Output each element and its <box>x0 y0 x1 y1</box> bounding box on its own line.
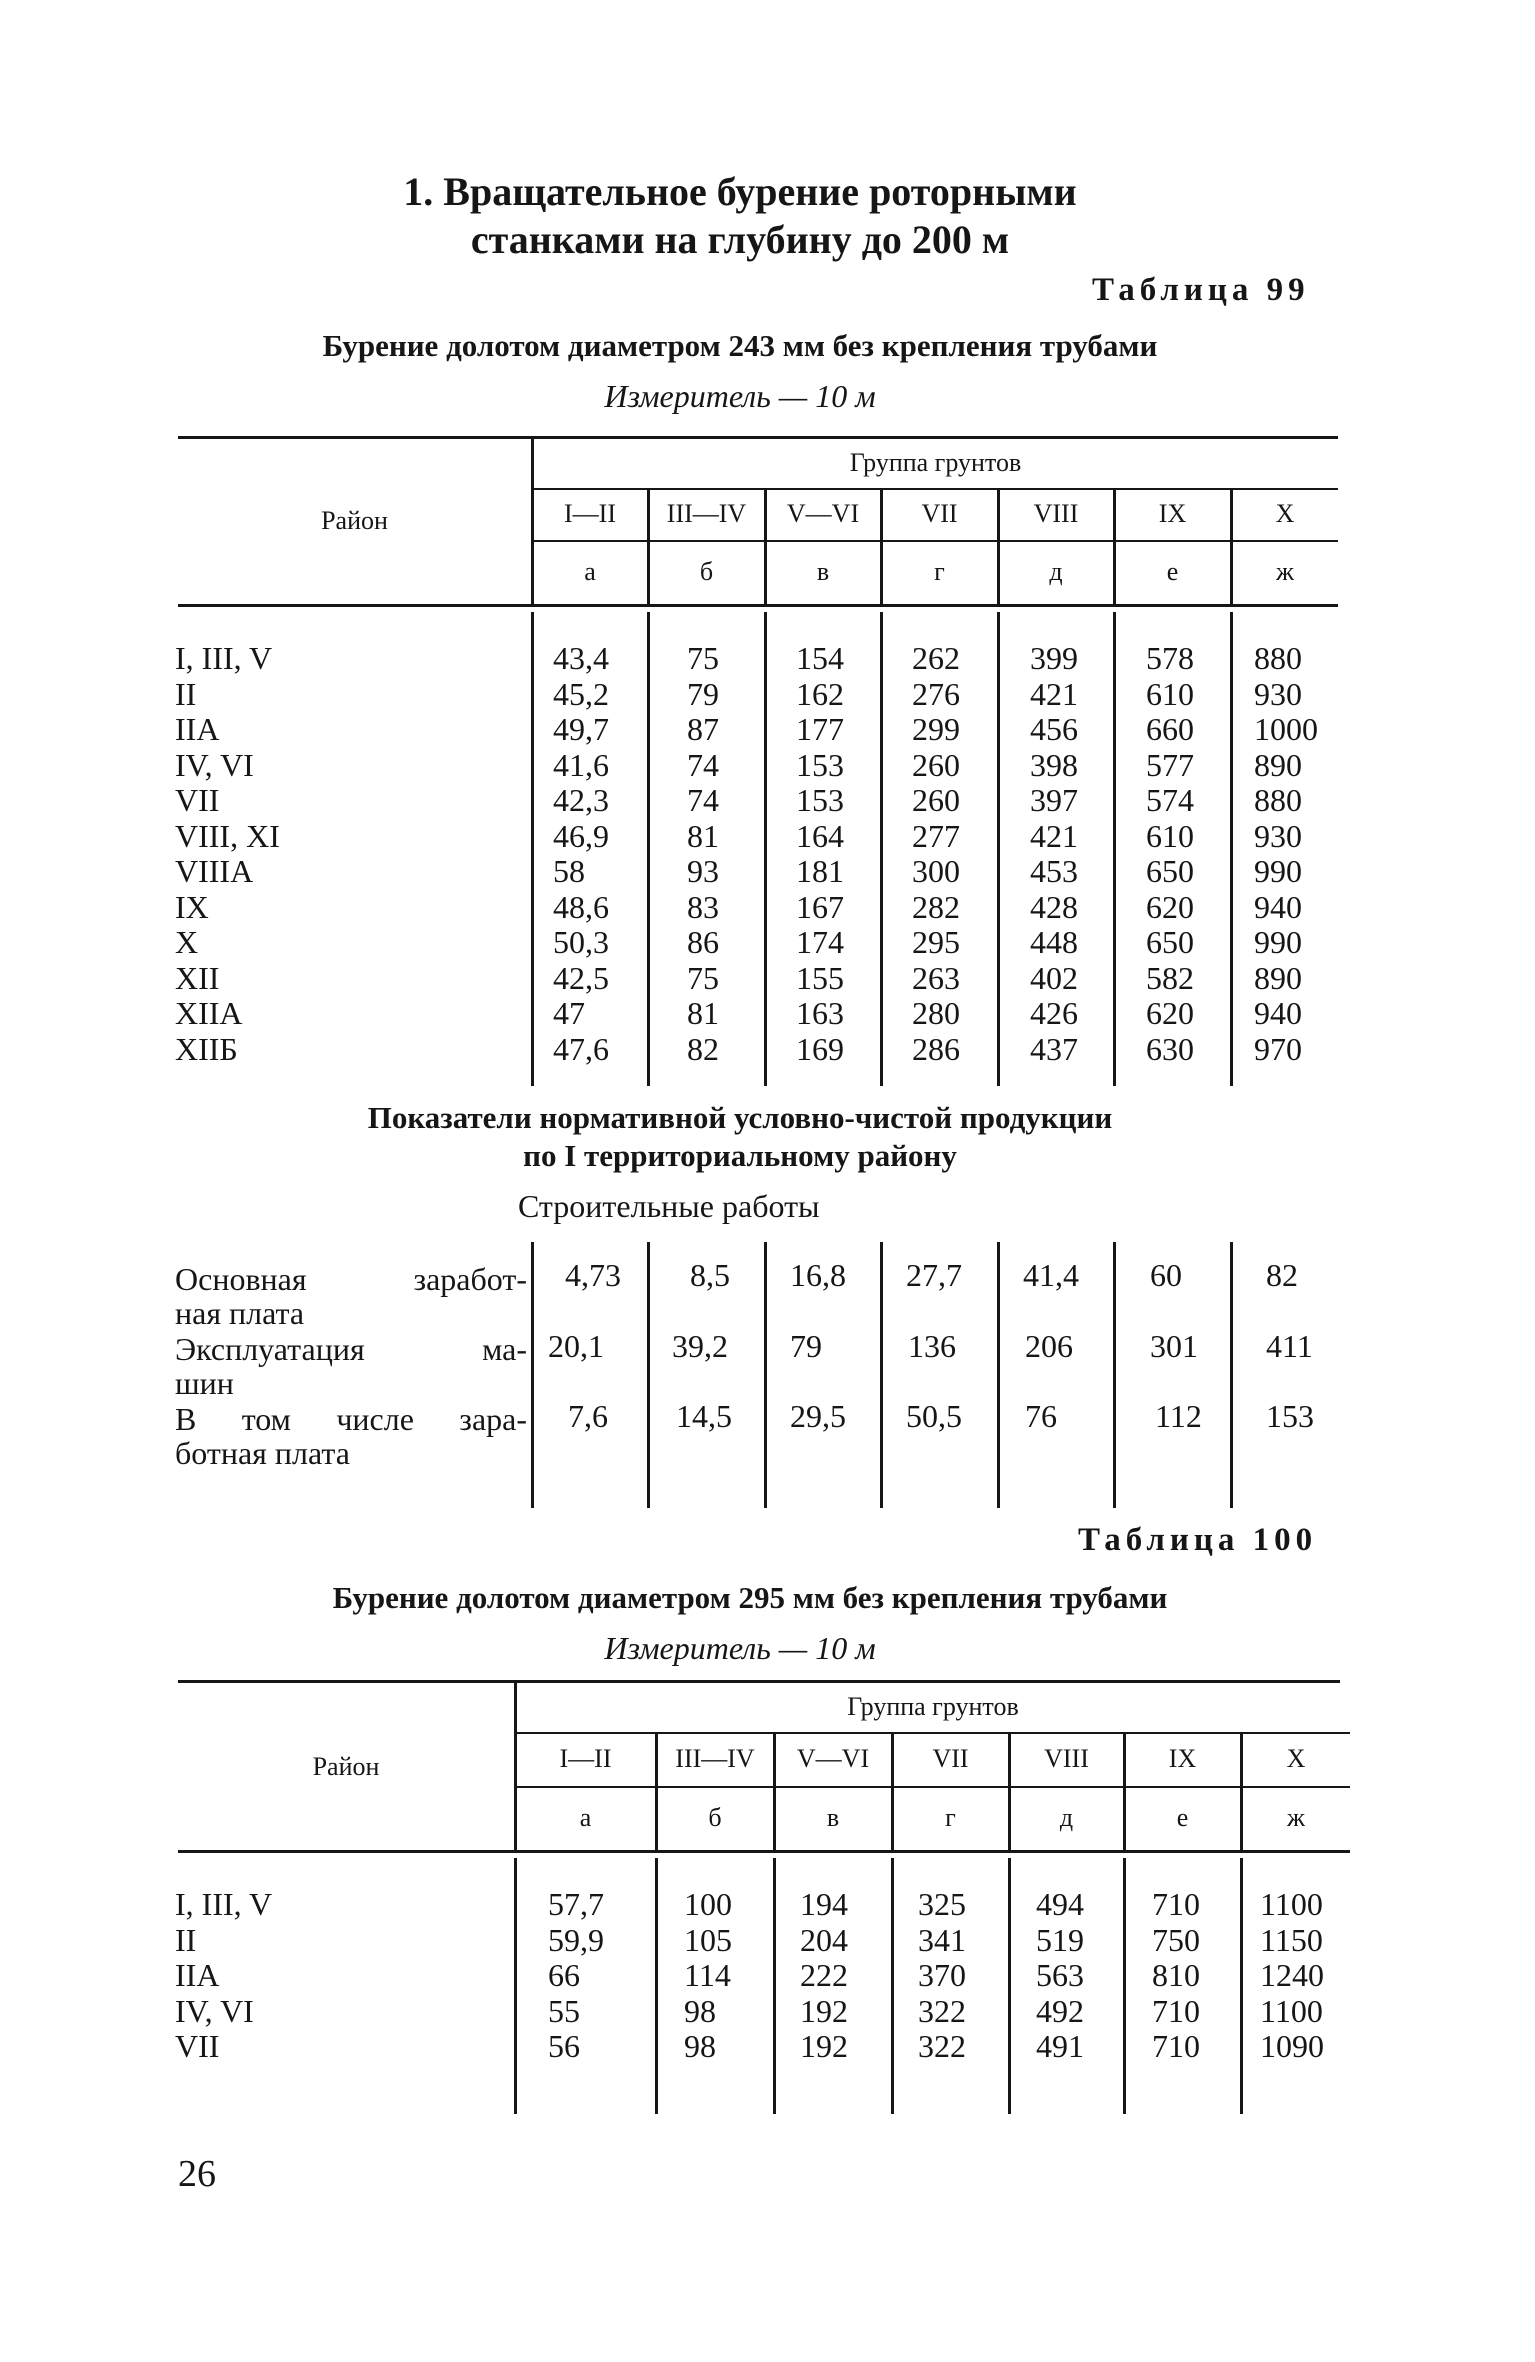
table100-header-rule <box>178 1850 1350 1853</box>
table99-group-col: III—IV <box>666 499 747 528</box>
table-cell: 582 <box>1146 959 1194 996</box>
table-cell: 577 <box>1146 746 1194 783</box>
table-cell: 181 <box>796 853 844 889</box>
table99-col-e <box>1030 641 1078 1067</box>
table99-divider <box>647 612 650 1086</box>
table-cell: 47 <box>553 995 585 1031</box>
table-cell: 574 <box>1146 782 1194 818</box>
indicator-cell: 411 <box>1266 1328 1313 1364</box>
table-cell: 940 <box>1254 888 1302 925</box>
table100-letter-col: ж <box>1287 1803 1305 1832</box>
table-cell: 1100 <box>1260 1992 1323 2029</box>
table-cell: 437 <box>1030 1030 1078 1067</box>
table-cell: 492 <box>1036 1992 1084 2029</box>
indicator-label-line2: шин <box>175 1365 234 1401</box>
table99-group-col: I—II <box>564 499 616 528</box>
table99-group-col: VII <box>921 499 958 528</box>
table-cell: 890 <box>1254 746 1302 783</box>
table-cell: 322 <box>918 1992 966 2029</box>
table100-group-col: IX <box>1168 1744 1197 1773</box>
table-cell: 990 <box>1254 853 1302 889</box>
table100-group-col: X <box>1286 1744 1306 1773</box>
table-cell: 970 <box>1254 1030 1302 1067</box>
table-cell: 192 <box>800 1992 848 2029</box>
page-number: 26 <box>178 2153 216 2195</box>
table-cell: 167 <box>796 888 844 925</box>
indicator-cell: 29,5 <box>790 1398 846 1434</box>
table99-divider <box>880 612 883 1086</box>
table-cell: 260 <box>912 782 960 818</box>
table-cell: 276 <box>912 675 960 712</box>
table-cell: 398 <box>1030 746 1078 783</box>
table-cell: 163 <box>796 995 844 1031</box>
indicator-label-line1: В том числе зара- <box>175 1401 527 1437</box>
table-cell: 421 <box>1030 817 1078 854</box>
table-cell: 620 <box>1146 888 1194 925</box>
table100-divider <box>1123 1858 1126 2114</box>
indicator-cell: 16,8 <box>790 1257 846 1293</box>
table-cell: 578 <box>1146 640 1194 676</box>
table100-group-header: Группа грунтов <box>847 1692 1019 1721</box>
table-cell: 48,6 <box>553 888 609 925</box>
district-label: XIIА <box>175 995 243 1031</box>
table-cell: 990 <box>1254 924 1302 960</box>
table100-divider <box>773 1858 776 2114</box>
table100-col-c <box>800 1887 848 2065</box>
table-cell: 940 <box>1254 995 1302 1031</box>
table99-letter-col: ж <box>1276 557 1294 586</box>
table-cell: 930 <box>1254 675 1302 712</box>
table100-group-col: III—IV <box>675 1744 755 1773</box>
table-cell: 41,6 <box>553 746 609 783</box>
district-label: VII <box>175 782 220 818</box>
district-label: I, III, V <box>175 1886 273 1922</box>
table100-letter-col: д <box>1059 1803 1074 1832</box>
table-cell: 421 <box>1030 675 1078 712</box>
table99-divider <box>764 612 767 1086</box>
table-cell: 1100 <box>1260 1886 1323 1922</box>
indicator-cell: 82 <box>1266 1257 1298 1293</box>
table-cell: 426 <box>1030 995 1078 1031</box>
table100-col-a <box>548 1887 604 2065</box>
indicator-cell: 39,2 <box>672 1328 728 1364</box>
district-label: IIА <box>175 1957 220 1993</box>
table-cell: 59,9 <box>548 1921 604 1958</box>
table-cell: 286 <box>912 1030 960 1067</box>
table99-col-f <box>1146 641 1194 1067</box>
indicator-cell: 76 <box>1025 1398 1057 1434</box>
table100-col-d <box>918 1887 966 2065</box>
table100-divider <box>655 1858 658 2114</box>
table-cell: 105 <box>684 1921 732 1958</box>
table-cell: 880 <box>1254 782 1302 818</box>
indicators-subtitle: Строительные работы <box>518 1188 820 1224</box>
table99-col-g <box>1254 641 1318 1067</box>
table100-col-f <box>1152 1887 1200 2065</box>
table100-group-col: VII <box>932 1744 969 1773</box>
table99-group-rule <box>533 488 1338 490</box>
table99-top-rule <box>178 436 1338 439</box>
table100-letter-col: г <box>945 1803 956 1832</box>
table100-letter-col: е <box>1176 1803 1189 1832</box>
table-cell: 262 <box>912 640 960 676</box>
indicator-cell: 14,5 <box>676 1398 732 1434</box>
indicators-divider <box>1230 1242 1233 1508</box>
table100-col-g <box>1260 1887 1324 2065</box>
district-label: I, III, V <box>175 640 273 676</box>
table-cell: 660 <box>1146 711 1194 747</box>
table99-group-header: Группа грунтов <box>849 448 1022 477</box>
district-label: II <box>175 1921 197 1958</box>
table-cell: 1000 <box>1254 711 1318 747</box>
table-cell: 300 <box>912 853 960 889</box>
table-cell: 58 <box>553 853 585 889</box>
section-title-line2: станками на глубину до 200 м <box>470 217 1010 262</box>
table-cell: 42,3 <box>553 782 609 818</box>
table100-letter-col: а <box>579 1803 592 1832</box>
table-cell: 750 <box>1152 1921 1200 1958</box>
indicator-cell: 136 <box>908 1328 956 1364</box>
indicator-label-line2: ботная плата <box>175 1435 350 1471</box>
table100-letter-col: б <box>708 1803 722 1832</box>
indicator-cell: 206 <box>1025 1328 1073 1364</box>
indicators-divider <box>647 1242 650 1508</box>
table-cell: 42,5 <box>553 959 609 996</box>
table-cell: 74 <box>687 782 719 818</box>
table-cell: 563 <box>1036 1957 1084 1993</box>
table99-roman-rule <box>533 540 1338 542</box>
table100-divider <box>514 1858 517 2114</box>
table-cell: 177 <box>796 711 844 747</box>
table100-label: Таблица 100 <box>1078 1522 1318 1558</box>
table-cell: 519 <box>1036 1921 1084 1958</box>
table99-unit: Измеритель — 10 м <box>604 378 876 414</box>
table99-caption: Бурение долотом диаметром 243 мм без крепления трубами <box>322 328 1158 363</box>
table100-col-b <box>684 1887 732 2065</box>
table-cell: 710 <box>1152 2028 1200 2064</box>
table99-divider <box>1113 612 1116 1086</box>
table99-letter-col: б <box>699 557 714 586</box>
indicator-cell: 41,4 <box>1023 1257 1079 1293</box>
table-cell: 494 <box>1036 1886 1084 1922</box>
table-cell: 98 <box>684 1992 716 2029</box>
table99-districts <box>175 641 280 1067</box>
indicator-cell: 50,5 <box>906 1398 962 1434</box>
district-label: VIII, XI <box>175 817 280 854</box>
table-cell: 880 <box>1254 640 1302 676</box>
table-cell: 650 <box>1146 853 1194 889</box>
table-cell: 46,9 <box>553 817 609 854</box>
indicators-divider <box>880 1242 883 1508</box>
table99-col-c <box>796 641 844 1067</box>
indicator-cell: 27,7 <box>906 1257 962 1293</box>
table-cell: 295 <box>912 924 960 960</box>
table-cell: 154 <box>796 640 844 676</box>
table99-col-d <box>912 641 960 1067</box>
table99-header-rule <box>178 604 1338 607</box>
table-cell: 192 <box>800 2028 848 2064</box>
table-cell: 66 <box>548 1957 580 1993</box>
indicator-label-line1: Основная заработ- <box>175 1261 527 1297</box>
indicator-cell: 79 <box>790 1328 822 1364</box>
table-cell: 155 <box>796 959 844 996</box>
table-cell: 153 <box>796 746 844 783</box>
table99-letter-col: в <box>816 557 830 586</box>
table-cell: 194 <box>800 1886 848 1922</box>
table-cell: 810 <box>1152 1957 1200 1993</box>
table-cell: 341 <box>918 1921 966 1958</box>
table100-group-col: V—VI <box>796 1744 870 1773</box>
district-label: II <box>175 675 197 712</box>
table-cell: 43,4 <box>553 640 609 676</box>
table-cell: 397 <box>1030 782 1078 818</box>
table-cell: 650 <box>1146 924 1194 960</box>
district-label: XIIБ <box>175 1030 238 1067</box>
table99-divider <box>1230 612 1233 1086</box>
table-cell: 56 <box>548 2028 580 2064</box>
indicator-cell: 60 <box>1150 1257 1182 1293</box>
indicator-label-line1: Эксплуатация ма- <box>175 1331 527 1367</box>
table99-letter-col: е <box>1166 557 1179 586</box>
table-cell: 86 <box>687 924 719 960</box>
district-label: IX <box>175 888 209 925</box>
table-cell: 1150 <box>1260 1921 1323 1958</box>
table-cell: 263 <box>912 959 960 996</box>
table-cell: 620 <box>1146 995 1194 1031</box>
table-cell: 93 <box>687 853 719 889</box>
indicators-divider <box>531 1242 534 1508</box>
indicators-title-line1: Показатели нормативной условно-чистой продукции <box>367 1100 1113 1135</box>
table-cell: 1090 <box>1260 2028 1324 2064</box>
table99-col-a <box>553 641 609 1067</box>
indicator-cell: 7,6 <box>568 1398 608 1434</box>
table-cell: 402 <box>1030 959 1078 996</box>
table-cell: 610 <box>1146 817 1194 854</box>
table-cell: 174 <box>796 924 844 960</box>
table-cell: 710 <box>1152 1992 1200 2029</box>
table-cell: 610 <box>1146 675 1194 712</box>
indicator-cell: 301 <box>1150 1328 1198 1364</box>
district-label: X <box>175 924 199 960</box>
table100-district-header: Район <box>312 1752 380 1781</box>
table-cell: 45,2 <box>553 675 609 712</box>
table-cell: 81 <box>687 995 719 1031</box>
table-cell: 75 <box>687 640 719 676</box>
table-cell: 710 <box>1152 1886 1200 1922</box>
indicators-divider <box>997 1242 1000 1508</box>
table99-group-col: VIII <box>1033 499 1079 528</box>
table99-letter-col: г <box>934 557 945 586</box>
table100-group-col: I—II <box>559 1744 612 1773</box>
table99-district-header: Район <box>321 506 388 535</box>
district-label: VII <box>175 2028 220 2064</box>
table-cell: 82 <box>687 1030 719 1067</box>
table-cell: 277 <box>912 817 960 854</box>
table-cell: 370 <box>918 1957 966 1993</box>
table100-top-rule <box>178 1680 1340 1683</box>
table-cell: 100 <box>684 1886 732 1922</box>
table100-divider <box>891 1858 894 2114</box>
table100-caption: Бурение долотом диаметром 295 мм без крепления трубами <box>332 1580 1168 1615</box>
table-cell: 282 <box>912 888 960 925</box>
table-cell: 204 <box>800 1921 848 1958</box>
table-cell: 83 <box>687 888 719 925</box>
table-cell: 1240 <box>1260 1957 1324 1993</box>
table99-label: Таблица 99 <box>1092 272 1310 308</box>
table100-districts <box>175 1887 272 2065</box>
district-label: IV, VI <box>175 746 254 783</box>
table-cell: 630 <box>1146 1030 1194 1067</box>
table99-group-col: IX <box>1158 499 1187 528</box>
table-cell: 930 <box>1254 817 1302 854</box>
table-cell: 890 <box>1254 959 1302 996</box>
indicator-cell: 4,73 <box>565 1257 621 1293</box>
table-cell: 98 <box>684 2028 716 2064</box>
table-cell: 162 <box>796 675 844 712</box>
table-cell: 491 <box>1036 2028 1084 2064</box>
section-title-line1: 1. Вращательное бурение роторными <box>403 169 1077 214</box>
table-cell: 114 <box>684 1957 731 1993</box>
indicator-cell: 20,1 <box>548 1328 604 1364</box>
table99-divider <box>531 612 534 1086</box>
table-cell: 428 <box>1030 888 1078 925</box>
table99-group-col: X <box>1275 499 1295 528</box>
table100-col-e <box>1036 1887 1084 2065</box>
table-cell: 81 <box>687 817 719 854</box>
table99-letter-col: а <box>584 557 596 586</box>
table100-group-col: VIII <box>1044 1744 1089 1773</box>
table-cell: 280 <box>912 995 960 1031</box>
indicator-cell: 153 <box>1266 1398 1314 1434</box>
table99-letter-col: д <box>1049 557 1063 586</box>
table-cell: 87 <box>687 711 719 747</box>
table100-divider <box>1240 1858 1243 2114</box>
table-cell: 75 <box>687 959 719 996</box>
table-cell: 299 <box>912 711 960 747</box>
table100-roman-rule <box>516 1786 1350 1788</box>
table99-divider <box>997 612 1000 1086</box>
table-cell: 399 <box>1030 640 1078 676</box>
table-cell: 456 <box>1030 711 1078 747</box>
indicators-title-line2: по I территориальному району <box>523 1138 957 1173</box>
table100-letter-col: в <box>826 1803 840 1832</box>
district-label: IV, VI <box>175 1992 254 2029</box>
table-cell: 453 <box>1030 853 1078 889</box>
table-cell: 164 <box>796 817 844 854</box>
table99-group-col: V—VI <box>786 499 860 528</box>
table-cell: 325 <box>918 1886 966 1922</box>
table-cell: 74 <box>687 746 719 783</box>
district-label: XII <box>175 959 220 996</box>
table-cell: 49,7 <box>553 711 609 747</box>
table-cell: 47,6 <box>553 1030 609 1067</box>
indicators-divider <box>1113 1242 1116 1508</box>
table100-unit: Измеритель — 10 м <box>604 1630 876 1666</box>
district-label: VIIIА <box>175 853 254 889</box>
table99-col-b <box>687 641 719 1067</box>
table-cell: 153 <box>796 782 844 818</box>
table-cell: 260 <box>912 746 960 783</box>
table-cell: 57,7 <box>548 1886 604 1922</box>
table-cell: 50,3 <box>553 924 609 960</box>
indicators-divider <box>764 1242 767 1508</box>
table100-divider <box>1008 1858 1011 2114</box>
district-label: IIА <box>175 711 220 747</box>
table-cell: 448 <box>1030 924 1078 960</box>
table-cell: 322 <box>918 2028 966 2064</box>
indicator-cell: 112 <box>1155 1398 1202 1434</box>
table-cell: 55 <box>548 1992 580 2029</box>
table-cell: 169 <box>796 1030 844 1067</box>
table-cell: 222 <box>800 1957 848 1993</box>
indicator-label-line2: ная плата <box>175 1295 305 1331</box>
indicator-cell: 8,5 <box>690 1257 730 1293</box>
table100-group-rule <box>516 1732 1350 1734</box>
table-cell: 79 <box>687 675 719 712</box>
